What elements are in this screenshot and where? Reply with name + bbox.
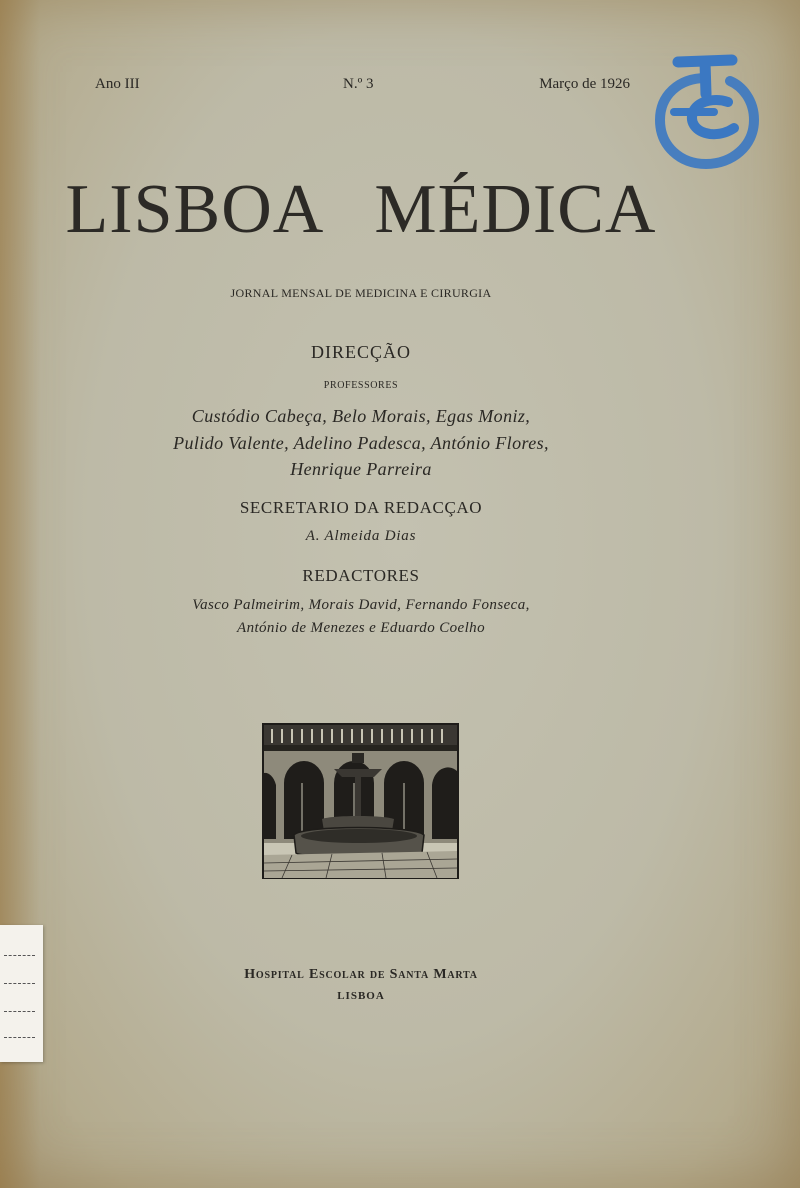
professors-label: PROFESSORES	[323, 380, 399, 391]
editors-names-line: Vasco Palmeirim, Morais David, Fernando Fonseca,	[192, 597, 530, 613]
title-part-2: MÉDICA	[374, 171, 657, 248]
library-stamp-icon	[650, 50, 762, 172]
issue-date: Março de 1926	[539, 76, 630, 92]
library-spine-label	[0, 925, 43, 1062]
courtyard-fountain-engraving	[262, 723, 459, 879]
direction-names-line: Henrique Parreira	[290, 459, 432, 479]
direction-names-line: Custódio Cabeça, Belo Morais, Egas Moniz,	[191, 406, 531, 426]
issue-number: N.º 3	[343, 76, 374, 92]
direction-heading: DIRECÇÃO	[310, 342, 411, 362]
editors-heading: REDACTORES	[302, 566, 420, 585]
title-part-1: LISBOA	[65, 171, 325, 248]
issue-year: Ano III	[95, 76, 140, 92]
secretary-heading: SECRETARIO DA REDACÇAO	[239, 498, 483, 517]
publisher-city: LISBOA	[337, 990, 385, 1002]
journal-subtitle: JORNAL MENSAL DE MEDICINA E CIRURGIA	[230, 286, 492, 300]
direction-names-line: Pulido Valente, Adelino Padesca, António Flores,	[173, 433, 549, 453]
secretary-name: A. Almeida Dias	[305, 528, 417, 544]
journal-title	[0, 170, 722, 250]
publisher-name: Hospital Escolar de Santa Marta	[244, 967, 478, 982]
editors-names-line: António de Menezes e Eduardo Coelho	[237, 620, 485, 636]
